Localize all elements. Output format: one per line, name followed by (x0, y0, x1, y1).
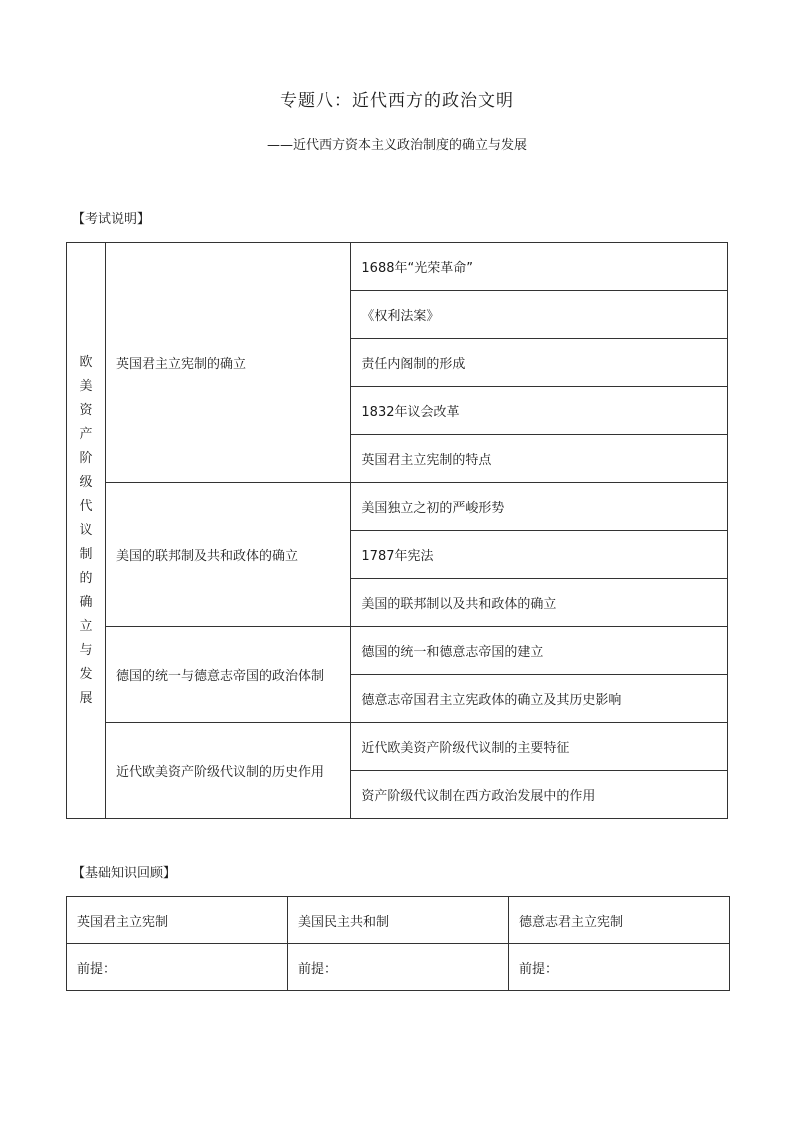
vertical-theme-cell (67, 243, 106, 819)
item-cell: 责任内阁制的形成 (351, 339, 728, 387)
header-cell: 英国君主立宪制 (67, 897, 288, 944)
vertical-char: 产 (79, 426, 93, 442)
premise-cell[interactable]: 前提： (509, 944, 730, 991)
vertical-char: 美 (79, 378, 93, 394)
basics-review-table (66, 896, 730, 991)
vertical-char: 欧 (79, 354, 93, 370)
topic-cell: 英国君主立宪制的确立 (106, 243, 351, 483)
item-cell: 1832年议会改革 (351, 387, 728, 435)
vertical-char: 级 (79, 474, 93, 490)
exam-outline-table (66, 242, 728, 819)
topic-cell: 德国的统一与德意志帝国的政治体制 (106, 627, 351, 723)
page-subtitle: ——近代西方资本主义政治制度的确立与发展 (266, 138, 527, 153)
vertical-char: 发 (79, 666, 93, 682)
header-cell: 美国民主共和制 (288, 897, 509, 944)
item-cell: 美国的联邦制以及共和政体的确立 (351, 579, 728, 627)
premise-cell[interactable]: 前提： (67, 944, 288, 991)
basics-section-label: 【基础知识回顾】 (72, 866, 177, 881)
vertical-char: 立 (79, 618, 93, 634)
item-cell: 德意志帝国君主立宪政体的确立及其历史影响 (351, 675, 728, 723)
item-cell: 美国独立之初的严峻形势 (351, 483, 728, 531)
topic-cell: 美国的联邦制及共和政体的确立 (106, 483, 351, 627)
vertical-char: 代 (79, 498, 93, 514)
vertical-char: 展 (79, 690, 93, 706)
item-cell: 德国的统一和德意志帝国的建立 (351, 627, 728, 675)
vertical-char: 制 (79, 546, 93, 562)
vertical-char: 确 (79, 594, 93, 610)
vertical-char: 的 (79, 570, 93, 586)
vertical-char: 资 (79, 402, 93, 418)
item-cell: 英国君主立宪制的特点 (351, 435, 728, 483)
item-cell: 1787年宪法 (351, 531, 728, 579)
topic-cell: 近代欧美资产阶级代议制的历史作用 (106, 723, 351, 819)
item-cell: 1688年“光荣革命” (351, 243, 728, 291)
exam-section-label: 【考试说明】 (72, 212, 151, 227)
premise-cell[interactable]: 前提： (288, 944, 509, 991)
item-cell: 资产阶级代议制在西方政治发展中的作用 (351, 771, 728, 819)
vertical-char: 议 (79, 522, 93, 538)
vertical-char: 阶 (79, 450, 93, 466)
item-cell: 《权利法案》 (351, 291, 728, 339)
vertical-char: 与 (79, 642, 93, 658)
page-title: 专题八：近代西方的政治文明 (280, 91, 514, 111)
header-cell: 德意志君主立宪制 (509, 897, 730, 944)
item-cell: 近代欧美资产阶级代议制的主要特征 (351, 723, 728, 771)
